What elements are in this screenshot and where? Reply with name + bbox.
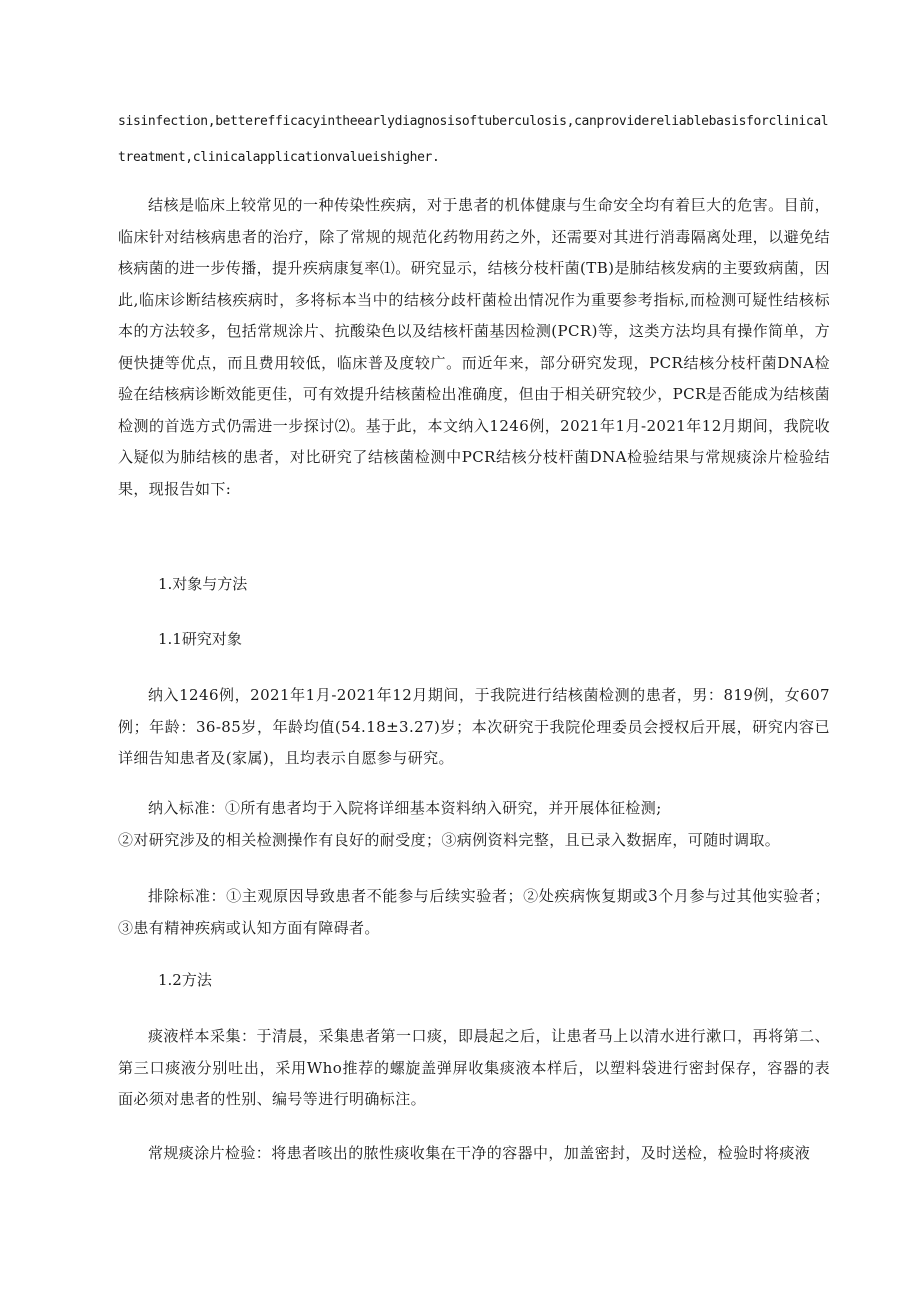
subjects-paragraph: 纳入1246例，2021年1月-2021年12月期间，于我院进行结核菌检测的患者，男：819例，女607例；年龄：36-85岁，年龄均值(54.18±3.27)岁；本次研究于我院伦理委员会授权后开展，研究内容已详细告知患者及(家属)，且均表示自愿参与研究。 bbox=[118, 686, 830, 767]
abstract-english-tail: sisinfection,betterefficacyintheearlydiagnosisoftuberculosis,canprovidereliablebasisforclinicaltreatment,clinicalapplicationvalueishigher. bbox=[118, 114, 829, 165]
inclusion-criteria-line-2: ②对研究涉及的相关检测操作有良好的耐受度；③病例资料完整，且已录入数据库，可随时调取。 bbox=[118, 831, 781, 849]
section-1-2-heading: 1.2方法 bbox=[158, 971, 212, 989]
inclusion-criteria-line-1: 纳入标准：①所有患者均于入院将详细基本资料纳入研究，并开展体征检测; bbox=[148, 799, 662, 817]
section-1-heading: 1.对象与方法 bbox=[158, 575, 248, 593]
smear-test-paragraph: 常规痰涂片检验：将患者咳出的脓性痰收集在干净的容器中，加盖密封，及时送检，检验时将痰液 bbox=[148, 1144, 811, 1162]
section-1-1-heading: 1.1研究对象 bbox=[158, 630, 242, 648]
intro-paragraph: 结核是临床上较常见的一种传染性疾病，对于患者的机体健康与生命安全均有着巨大的危害。目前，临床针对结核病患者的治疗，除了常规的规范化药物用药之外，还需要对其进行消毒隔离处理，以避免结核病菌的进一步传播，提升疾病康复率⑴。研究显示，结核分枝杆菌(TB)是肺结核发病的主要致病菌，因此,临床诊断结核疾病时，多将标本当中的结核分歧杆菌检出情况作为重要参考指标,而检测可疑性结核标本的方法较多，包括常规涂片、抗酸染色以及结核杆菌基因检测(PCR)等，这类方法均具有操作简单，方便快捷等优点，而且费用较低，临床普及度较广。而近年来，部分研究发现，PCR结核分枝杆菌DNA检验在结核病诊断效能更佳，可有效提升结核菌检出准确度，但由于相关研究较少，PCR是否能成为结核菌检测的首选方式仍需进一步探讨⑵。基于此，本文纳入1246例，2021年1月-2021年12月期间，我院收入疑似为肺结核的患者，对比研究了结核菌检测中PCR结核分枝杆菌DNA检验结果与常规痰涂片检验结果，现报告如下: bbox=[118, 196, 830, 498]
sputum-collection-paragraph: 痰液样本采集：于清晨，采集患者第一口痰，即晨起之后，让患者马上以清水进行漱口，再将第二、第三口痰液分别吐出，采用Who推荐的螺旋盖弹屏收集痰液本样后，以塑料袋进行密封保存，容器的表面必须对患者的性别、编号等进行明确标注。 bbox=[118, 1027, 830, 1108]
exclusion-criteria-paragraph: 排除标准：①主观原因导致患者不能参与后续实验者；②处疾病恢复期或3个月参与过其他实验者；③患有精神疾病或认知方面有障碍者。 bbox=[118, 887, 830, 937]
